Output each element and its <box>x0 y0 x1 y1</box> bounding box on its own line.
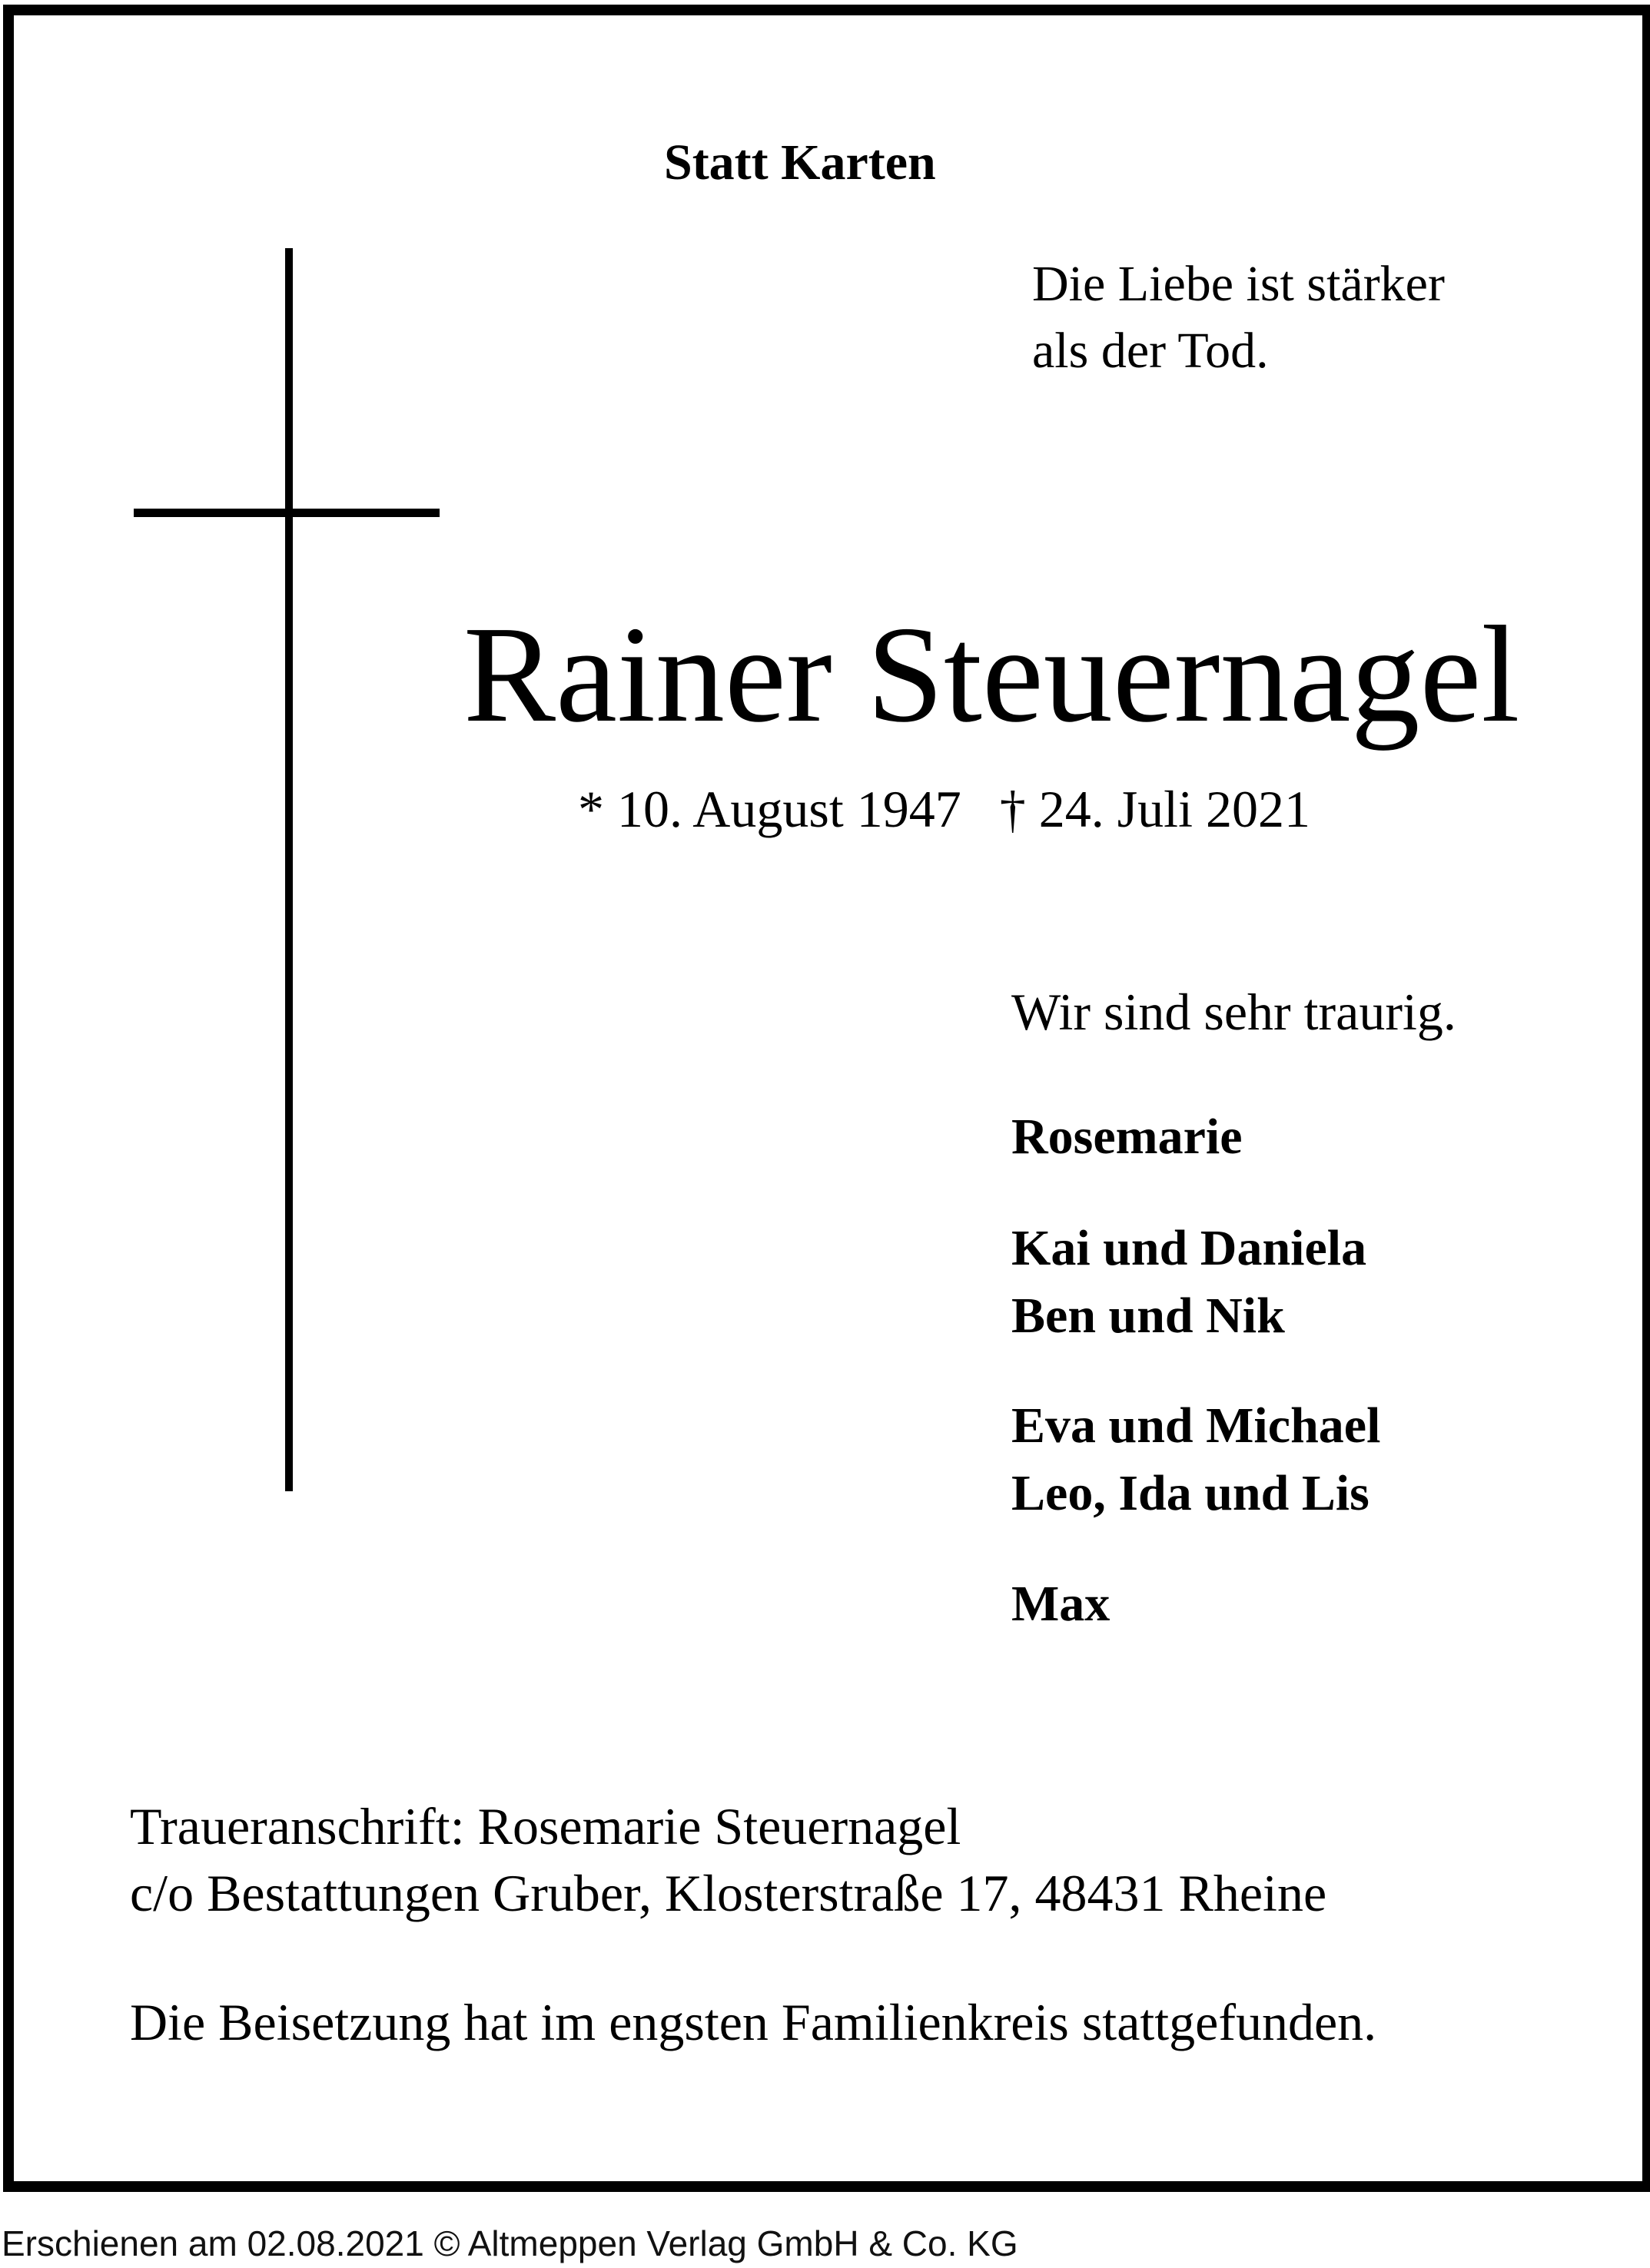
family-group-2 <box>1011 1215 1366 1350</box>
family-group-3 <box>1011 1392 1380 1527</box>
publication-footer: Erschienen am 02.08.2021 © Altmeppen Verlag GmbH & Co. KG <box>2 2223 1018 2263</box>
family-line: Ben und Nik <box>1011 1288 1285 1344</box>
family-group-4 <box>1011 1570 1110 1638</box>
cross-horizontal-bar <box>134 509 440 517</box>
burial-note: Die Beisetzung hat im engsten Familienkreis stattgefunden. <box>130 1993 1377 2051</box>
death-date: † 24. Juli 2021 <box>999 780 1310 838</box>
birth-date: * 10. August 1947 <box>578 780 961 838</box>
life-dates <box>578 779 1310 840</box>
motto-line-1: Die Liebe ist stärker <box>1032 256 1445 312</box>
family-line: Rosemarie <box>1011 1109 1243 1165</box>
family-line: Max <box>1011 1576 1111 1632</box>
family-line: Eva und Michael <box>1011 1398 1381 1454</box>
mourning-address-label: Traueranschrift: Rosemarie Steuernagel <box>130 1797 961 1855</box>
motto-quote <box>1032 250 1445 384</box>
mourning-address-line: c/o Bestattungen Gruber, Klosterstraße 17, 48431 Rheine <box>130 1864 1327 1922</box>
cross-vertical-bar <box>285 248 293 1491</box>
sentiment-text: Wir sind sehr traurig. <box>1011 983 1456 1041</box>
family-group-1 <box>1011 1103 1243 1171</box>
motto-line-2: als der Tod. <box>1032 323 1269 379</box>
family-line: Leo, Ida und Lis <box>1011 1465 1369 1521</box>
notice-header: Statt Karten <box>664 134 936 191</box>
family-line: Kai und Daniela <box>1011 1220 1367 1276</box>
deceased-name: Rainer Steuernagel <box>463 598 1520 751</box>
